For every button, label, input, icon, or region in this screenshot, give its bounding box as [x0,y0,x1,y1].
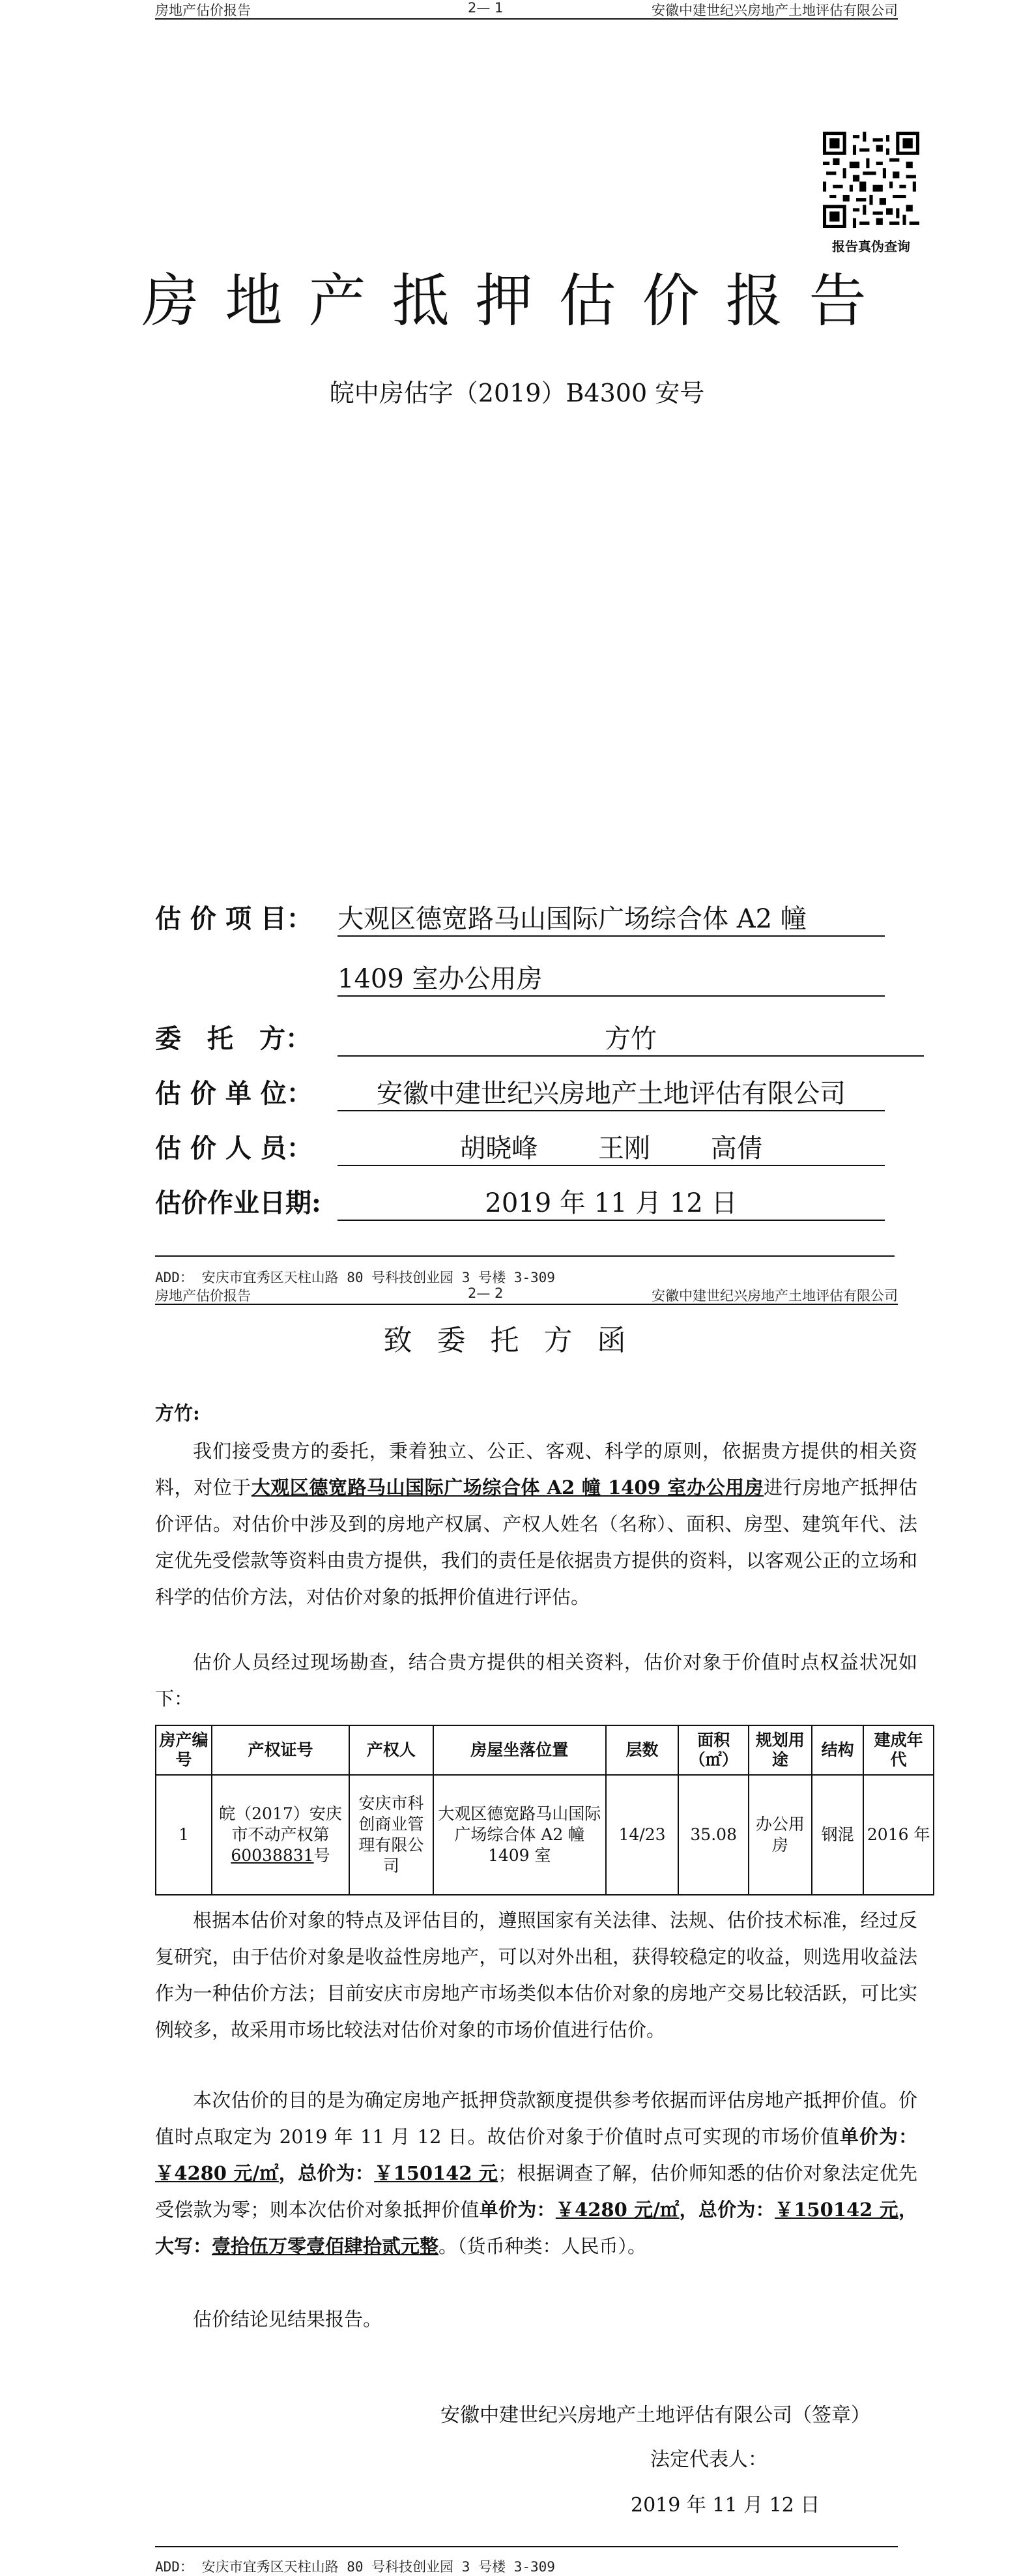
footer-rule [155,1255,895,1257]
col-header: 房屋坐落位置 [433,1725,606,1775]
col-header: 结构 [812,1725,864,1775]
letter-title: 致委托方函 [383,1324,651,1357]
page2-footer: ADD： 安庆市宜秀区天柱山路 80 号科技创业园 3 号楼 3-309 [155,2559,555,2575]
appraisers-value [337,1128,885,1166]
header-rule [155,1304,898,1305]
header-right: 安徽中建世纪兴房地产土地评估有限公司 [652,1288,898,1304]
paragraph-2: 估价人员经过现场勘查，结合贵方提供的相关资料，估价对象于价值时点权益状况如下： [155,1651,917,1710]
paragraph-5: 估价结论见结果报告。 [193,2308,382,2330]
paragraph-4: 本次估价的目的是为确定房地产抵押贷款额度提供参考依据而评估房地产抵押价值。价值时点取定为 2019 年 11 月 12 日。故估价对象于价值时点可实现的市场价值单价为：￥4280 元/㎡，总价为：￥150142 元；根据调查了解，估价师知悉的估价对象法定优先受偿款为零；则本次估价对象抵押价值单价为：￥4280 元/㎡，总价为：￥150142 元，大写：壹拾伍万零壹佰肆拾贰元整。（货币种类：人民币）。 [155,2089,917,2257]
col-header: 产权人 [349,1725,433,1775]
appraiser-name: 高倩 [710,1134,763,1164]
col-header: 规划用途 [749,1725,812,1775]
qr-caption: 报告真伪查询 [832,239,910,254]
table-header-row [156,1725,934,1775]
footer-rule [155,2546,898,2547]
header-page-number: 2— 1 [468,0,504,16]
col-header: 面积（㎡） [678,1725,749,1775]
firm-label: 估 价 单 位： [155,1078,313,1109]
document-number: 皖中房估字（2019）B4300 安号 [329,379,705,407]
table-row [156,1775,934,1895]
project-value-line1: 大观区德宽路马山国际广场综合体 A2 幢 [337,898,885,937]
firm-value: 安徽中建世纪兴房地产土地评估有限公司 [337,1073,885,1111]
date-value: 2019 年 11 月 12 日 [337,1182,885,1221]
cell-usage: 办公用房 [749,1775,812,1895]
header-left: 房地产估价报告 [155,3,251,18]
appraisers-label: 估 价 人 员： [155,1133,313,1164]
cell-year: 2016 年 [863,1775,934,1895]
header-page-number: 2— 2 [468,1285,504,1301]
salutation: 方竹: [155,1402,200,1424]
col-header: 层数 [606,1725,679,1775]
col-header: 建成年代 [863,1725,934,1775]
col-header: 房产编号 [156,1725,212,1775]
appraiser-name: 王刚 [598,1134,650,1164]
project-value-line2: 1409 室办公用房 [337,958,885,997]
header-right: 安徽中建世纪兴房地产土地评估有限公司 [652,3,898,18]
qr-code-icon[interactable] [823,132,919,228]
cell-cert: 皖（2017）安庆市不动产权第60038831号 [212,1775,349,1895]
cell-no: 1 [156,1775,212,1895]
client-value: 方竹 [337,1018,924,1057]
paragraph-1: 我们接受贵方的委托，秉着独立、公正、客观、科学的原则，依据贵方提供的相关资料，对位于大观区德宽路马山国际广场综合体 A2 幢 1409 室办公用房进行房地产抵押估价评估。对估价中涉及到的房地产权属、产权人姓名（名称）、面积、房型、建筑年代、法定优先受偿款等资料由贵方提供，我们的责任是依据贵方提供的资料，以客观公正的立场和科学的估价方法，对估价对象的抵押价值进行评估。 [155,1440,917,1608]
appraiser-name: 胡晓峰 [459,1134,538,1164]
signature-company: 安徽中建世纪兴房地产土地评估有限公司（签章） [440,2404,870,2427]
signature-rep: 法定代表人： [650,2448,768,2471]
cell-floors: 14/23 [606,1775,679,1895]
cell-structure: 钢混 [812,1775,864,1895]
project-label: 估 价 项 目： [155,903,313,934]
cell-location: 大观区德宽路马山国际广场综合体 A2 幢 1409 室 [433,1775,606,1895]
property-table [155,1725,934,1895]
header-left: 房地产估价报告 [155,1288,251,1304]
cell-owner: 安庆市科创商业管理有限公司 [349,1775,433,1895]
signature-date: 2019 年 11 月 12 日 [631,2494,820,2517]
client-label: 委 托 方： [155,1023,311,1054]
page1-footer: ADD： 安庆市宜秀区天柱山路 80 号科技创业园 3 号楼 3-309 [155,1270,555,1285]
date-label: 估价作业日期: [155,1188,321,1218]
header-rule [155,18,898,20]
col-header: 产权证号 [212,1725,349,1775]
paragraph-3: 根据本估价对象的特点及评估目的，遵照国家有关法律、法规、估价技术标准，经过反复研究，由于估价对象是收益性房地产，可以对外出租，获得较稳定的收益，则选用收益法作为一种估价方法；目前安庆市房地产市场类似本估价对象的房地产交易比较活跃，可比实例较多，故采用市场比较法对估价对象的市场价值进行估价。 [155,1909,917,2041]
cell-area: 35.08 [678,1775,749,1895]
report-title: 房地产抵押估价报告 [141,267,893,334]
